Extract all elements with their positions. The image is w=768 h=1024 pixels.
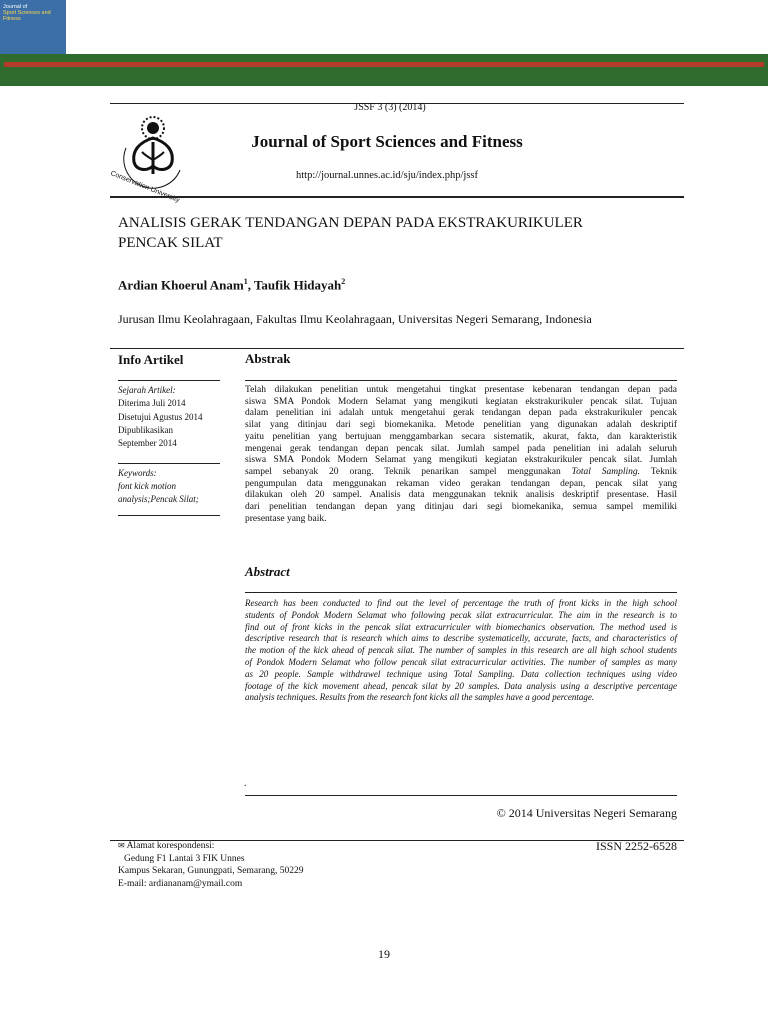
abstract-body xyxy=(245,598,677,704)
received-date: Diterima Juli 2014 xyxy=(118,398,186,408)
university-logo-text: Conservation University xyxy=(109,170,181,205)
journal-issue: JSSF 3 (3) (2014) xyxy=(354,102,426,113)
author-2: Taufik Hidayah xyxy=(253,277,342,293)
address-line-2: Kampus Sekaran, Gunungpati, Semarang, 50229 xyxy=(118,866,304,876)
info-rule-1 xyxy=(118,380,220,381)
abstract-end-rule xyxy=(245,795,677,796)
cover-line2: Sport Sciences and Fitness xyxy=(3,10,51,22)
header-bottom-rule xyxy=(110,196,684,198)
article-title-line2: PENCAK SILAT xyxy=(118,235,223,251)
article-title-line1: ANALISIS GERAK TENDANGAN DEPAN PADA EKSTRAKURIKULER xyxy=(118,215,583,231)
abstrak-line8-italic: Total Sampling. xyxy=(571,466,641,477)
abstract-heading: Abstract xyxy=(245,564,290,579)
cover-line1: Journal of xyxy=(3,4,28,10)
envelope-icon: ✉ xyxy=(118,841,125,850)
keywords-label: Keywords: xyxy=(118,468,157,478)
abstrak-line: silat yang ditinjau dari segi biomekanika. Metode penelitian yang digunakan adalah deskriptif xyxy=(245,420,677,431)
journal-title: Journal of Sport Sciences and Fitness xyxy=(251,132,523,151)
abstract-line: of Pondok Modern Selamat who follow pencak silat extracurricular activities. The number of samples as many xyxy=(245,656,677,667)
abstrak-body xyxy=(245,385,677,525)
abstract-line: find out of front kicks in the pencak silat extracurriculer with biomechanics observation. The method used is xyxy=(245,621,677,632)
abstrak-line: siswa SMA Pondok Modern Selamat yang mengikuti kegiatan ekstrakurikuler pencak silat. Tujuan xyxy=(245,396,677,407)
stray-dot: . xyxy=(244,778,247,789)
abstrak-line: Telah dilakukan penelitian untuk mengetahui tingkat presentase kebenaran tendangan depan pada xyxy=(245,385,677,395)
history-label: Sejarah Artikel: xyxy=(118,385,176,395)
keywords-2: analysis;Pencak Silat; xyxy=(118,494,199,504)
author-separator: , xyxy=(247,277,254,293)
info-rule-2 xyxy=(118,463,220,464)
authors xyxy=(118,277,345,293)
correspondence-label: Alamat korespondensi: xyxy=(126,841,215,851)
abstrak-line: dari penelitian tendangan depan yang ditinjau dari segi biomekanika, semua sampel memiliki xyxy=(245,502,677,513)
abstract-line: as 20 people. Sample withdrawel technique using Total Sampling. Data collection techniques using video xyxy=(245,668,677,679)
published-date: September 2014 xyxy=(118,438,177,448)
approved-date: Disetujui Agustus 2014 xyxy=(118,412,203,422)
abstract-rule xyxy=(245,592,677,593)
email-line: E-mail: ardiananam@ymail.com xyxy=(118,878,243,889)
abstrak-line: mengenai gerak tendangan depan pencak silat. Jumlah sampel pada penelitian ini adalah seluruh xyxy=(245,443,677,454)
page-number: 19 xyxy=(378,947,390,961)
abstract-line: footage of the kick movement ahead, pencak silat by 20 samples. Data analysis using a descriptive percentage xyxy=(245,680,677,691)
abstrak-line: pengumpulan data menggunakan rekaman video gerakan tendangan depan, pencak silat yang xyxy=(245,478,677,489)
address-line-1: Gedung F1 Lantai 3 FIK Unnes xyxy=(124,853,245,864)
author-1: Ardian Khoerul Anam xyxy=(118,277,244,293)
journal-cover-image xyxy=(0,0,66,86)
copyright: © 2014 Universitas Negeri Semarang xyxy=(496,806,677,820)
keywords-1: font kick motion xyxy=(118,481,176,491)
abstrak-line: yaitu penelitian yang bertujuan menggambarkan secara sistematik, akurat, fakta, dan karakteristik xyxy=(245,431,677,442)
abstract-line: students of Pondok Modern Selamat who following pecak silat extracurricular. The aim in the research is to xyxy=(245,609,677,620)
abstrak-rule xyxy=(245,380,677,381)
published-label: Dipublikasikan xyxy=(118,425,173,435)
correspondence-label-row xyxy=(118,840,303,853)
info-rule-3 xyxy=(118,515,220,516)
abstract-line: analysis techniques. Results from the research font kicks all the samples have a good percentage. xyxy=(245,692,595,703)
abstrak-line xyxy=(245,467,677,479)
section-rule xyxy=(110,348,684,349)
correspondence-block xyxy=(118,840,303,890)
issn: ISSN 2252-6528 xyxy=(595,839,677,853)
journal-url: http://journal.unnes.ac.id/sju/index.php/jssf xyxy=(296,170,478,181)
info-heading: Info Artikel xyxy=(118,352,184,367)
abstrak-line: dalam penelitian ini adalah untuk mengetahui gerak tendangan depan pada ekstrakurikuler pencak xyxy=(245,408,677,419)
abstrak-line: siswa SMA Pondok Modern Selamat yang mengikuti kegiatan ekstrakurikuler pencak silat. Jumlah xyxy=(245,455,677,466)
author-1-mark: 1 xyxy=(243,277,248,286)
abstrak-line: dilakukan oleh 20 sampel. Analisis data menggunakan teknik analisis deskriptif presentase. Hasil xyxy=(245,490,677,501)
author-2-mark: 2 xyxy=(341,277,346,286)
abstrak-line: presentase yang baik. xyxy=(245,513,327,524)
affiliation: Jurusan Ilmu Keolahragaan, Fakultas Ilmu Keolahragaan, Universitas Negeri Semarang, Indonesia xyxy=(118,312,592,326)
abstract-line: Research has been conducted to find out the level of percentage the truth of front kicks in the high school xyxy=(245,598,677,608)
abstrak-line8-a: sampel sebanyak 20 orang. Teknik penarikan sampel menggunakan xyxy=(245,466,572,477)
abstract-line: the motion of the kick ahead of pencak silat. The number of samples in this research are all high school students xyxy=(245,645,677,656)
abstrak-heading: Abstrak xyxy=(245,351,291,366)
abstract-line: descriptive research that is research which aims to describe systematicelly, accurate, facts, and characteristics of xyxy=(245,633,677,644)
abstrak-line8-b: Teknik xyxy=(640,466,677,477)
